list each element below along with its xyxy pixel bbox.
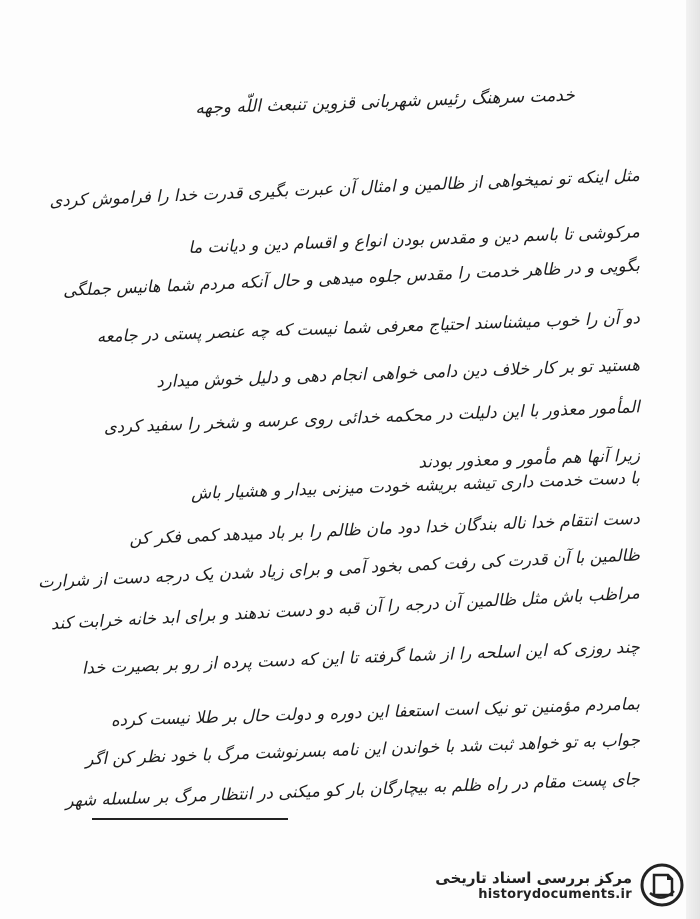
letter-heading: خدمت سرهنگ رئیس شهربانی قزوین تنبعث اللّه وجهه bbox=[194, 85, 576, 119]
body-line-12: چند روزی که این اسلحه را از شما گرفته تا این که دست پرده از رو بر بصیرت خدا bbox=[81, 637, 641, 678]
body-line-8: با دست خدمت داری تیشه بریشه خودت میزنی بیدار و هشیار باش bbox=[190, 468, 641, 503]
watermark-url: historydocuments.ir bbox=[478, 886, 632, 902]
archive-document-icon bbox=[640, 863, 684, 907]
body-line-9: دست انتقام خدا ناله بندگان خدا دود مان ظالم را بر باد میدهد کمی فکر کن bbox=[128, 508, 641, 549]
closing-rule bbox=[92, 818, 288, 820]
body-line-4: دو آن را خوب میشناسند احتیاج معرفی شما نیست که چه عنصر پستی در جامعه bbox=[96, 308, 641, 347]
body-line-3: بگویی و در ظاهر خدمت را مقدس جلوه میدهی و حال آنکه مردم شما هانیس جملگی bbox=[62, 255, 641, 300]
scan-edge-shadow bbox=[686, 0, 700, 919]
body-line-5: هستید تو بر کار خلاف دین دامی خواهی انجام دهی و دلیل خوش میدارد bbox=[156, 355, 641, 392]
body-line-11: مراظب باش مثل ظالمین آن درجه را آن قبه دو دست ندهند و برای ابد خانه خرابت کند bbox=[50, 583, 641, 634]
body-line-14: جواب به تو خواهد ثبت شد با خواندن این نامه بسرنوشت مرگ با خود نظر کن اگر bbox=[85, 730, 641, 769]
body-line-15: جای پست مقام در راه ظلم به بیچارگان بار کو میکنی در انتظار مرگ بر سلسله شهر bbox=[65, 769, 641, 811]
body-line-10: ظالمین با آن قدرت کی رفت کمی بخود آمی و برای زیاد شدن یک درجه دست از شرارت bbox=[37, 545, 641, 592]
watermark-logo bbox=[416, 858, 684, 912]
watermark-text bbox=[435, 869, 632, 902]
body-line-6: المأمور معذور با این دلیلت در محکمه خدائی روی عرسه و شخر را سفید کردی bbox=[103, 397, 641, 437]
body-line-1: مثل اینکه تو نمیخواهی از ظالمین و امثال آن عبرت بگیری قدرت خدا را فراموش کردی bbox=[48, 165, 641, 211]
watermark-title: مرکز بررسی اسناد تاریخی bbox=[435, 868, 632, 887]
body-line-7: زیرا آنها هم مأمور و معذور بودند bbox=[418, 445, 641, 472]
body-line-13: بمامردم مؤمنین تو نیک است استعفا این دوره و دولت حال بر طلا نیست کرده bbox=[110, 694, 641, 730]
body-line-2: مرکوشی تا باسم دین و مقدس بودن انواع و اقسام دین و دیانت ما bbox=[187, 222, 641, 257]
